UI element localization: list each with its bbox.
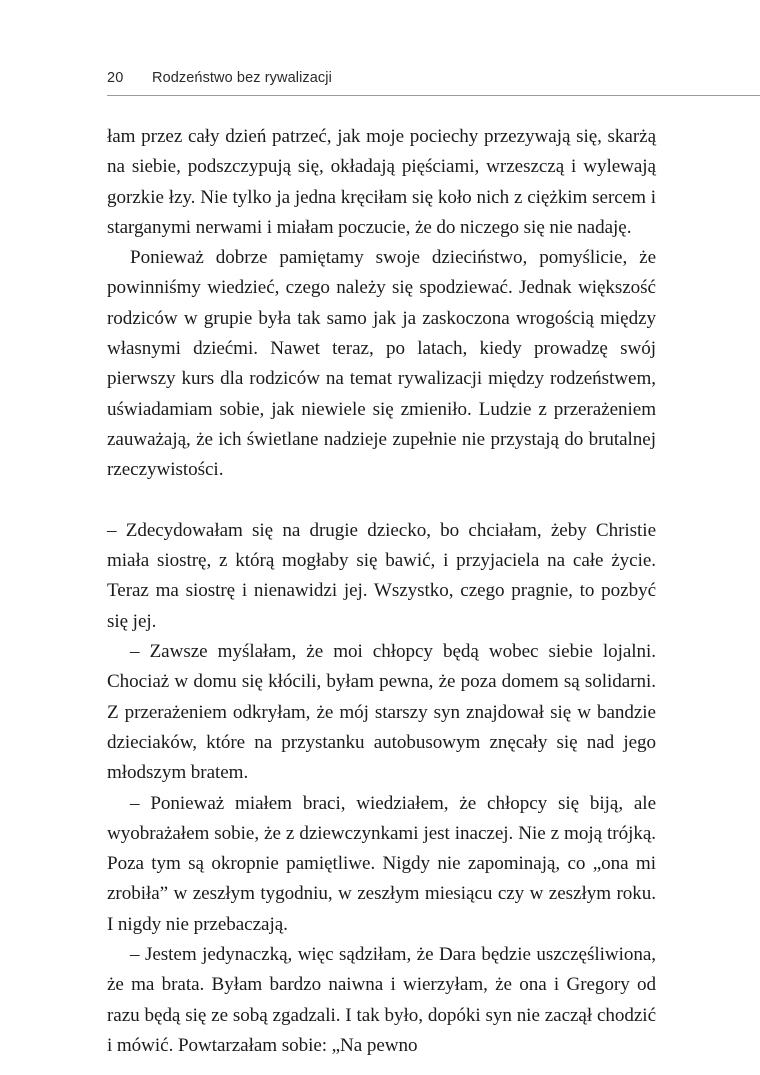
paragraph-narrative: Ponieważ dobrze pamiętamy swoje dzieciństwo, pomyślicie, że powinniśmy wiedzieć, czego należy się spodziewać. Jednak większość rodziców w grupie była tak samo jak ja zaskoczona wrogością między własnymi dziećmi. Nawet teraz, po latach, kiedy prowadzę swój pierwszy kurs dla rodziców na temat rywalizacji między rodzeństwem, uświadamiam sobie, jak niewiele się zmieniło. Ludzie z przerażeniem zauważają, że ich świetlane nadzieje zupełnie nie przystają do brutalnej rzeczywistości.	[107, 247, 656, 481]
paragraph-quote: – Jestem jedynaczką, więc sądziłam, że Dara będzie uszczęśliwiona, że ma brata. Byłam bardzo naiwna i wierzyłam, że ona i Gregory od razu będą się ze sobą zgadzali. I tak było, dopóki syn nie zaczął chodzić i mówić. Powtarzałam sobie: „Na pewno	[107, 944, 656, 1056]
header-divider-rule	[107, 95, 760, 96]
paragraph-quote-first: – Zdecydowałam się na drugie dziecko, bo chciałam, żeby Christie miała siostrę, z którą mogłaby się bawić, i przyjaciela na całe życie. Teraz ma siostrę i nienawidzi jej. Wszystko, czego pragnie, to pozbyć się jej.	[107, 519, 656, 632]
page-number: 20	[107, 70, 124, 86]
paragraph-quote: – Ponieważ miałem braci, wiedziałem, że chłopcy się biją, ale wyobrażałem sobie, że z dziewczynkami jest inaczej. Nie z moją trójką. Poza tym są okropnie pamiętliwe. Nigdy nie zapominają, co „ona mi zrobiła” w zeszłym tygodniu, w zeszłym miesiącu czy w zeszłym roku. I nigdy nie przebaczają.	[107, 792, 656, 935]
paragraph-quote: – Zawsze myślałam, że moi chłopcy będą wobec siebie lojalni. Chociaż w domu się kłócili, byłam pewna, że poza domem są solidarni. Z przerażeniem odkryłam, że mój starszy syn znajdował się w bandzie dzieciaków, które na przystanku autobusowym znęcały się nad jego młodszym bratem.	[107, 641, 656, 784]
body-text-column	[107, 122, 656, 1061]
paragraph-continuation: łam przez cały dzień patrzeć, jak moje pociechy przezywają się, skarżą na siebie, podszczypują się, okładają pięściami, wrzeszczą i wylewają gorzkie łzy. Nie tylko ja jedna kręciłam się koło nich z ciężkim sercem i starganymi nerwami i miałam poczucie, że do niczego się nie nadaję.	[107, 126, 656, 238]
running-title: Rodzeństwo bez rywalizacji	[152, 70, 332, 86]
running-head	[0, 68, 760, 98]
